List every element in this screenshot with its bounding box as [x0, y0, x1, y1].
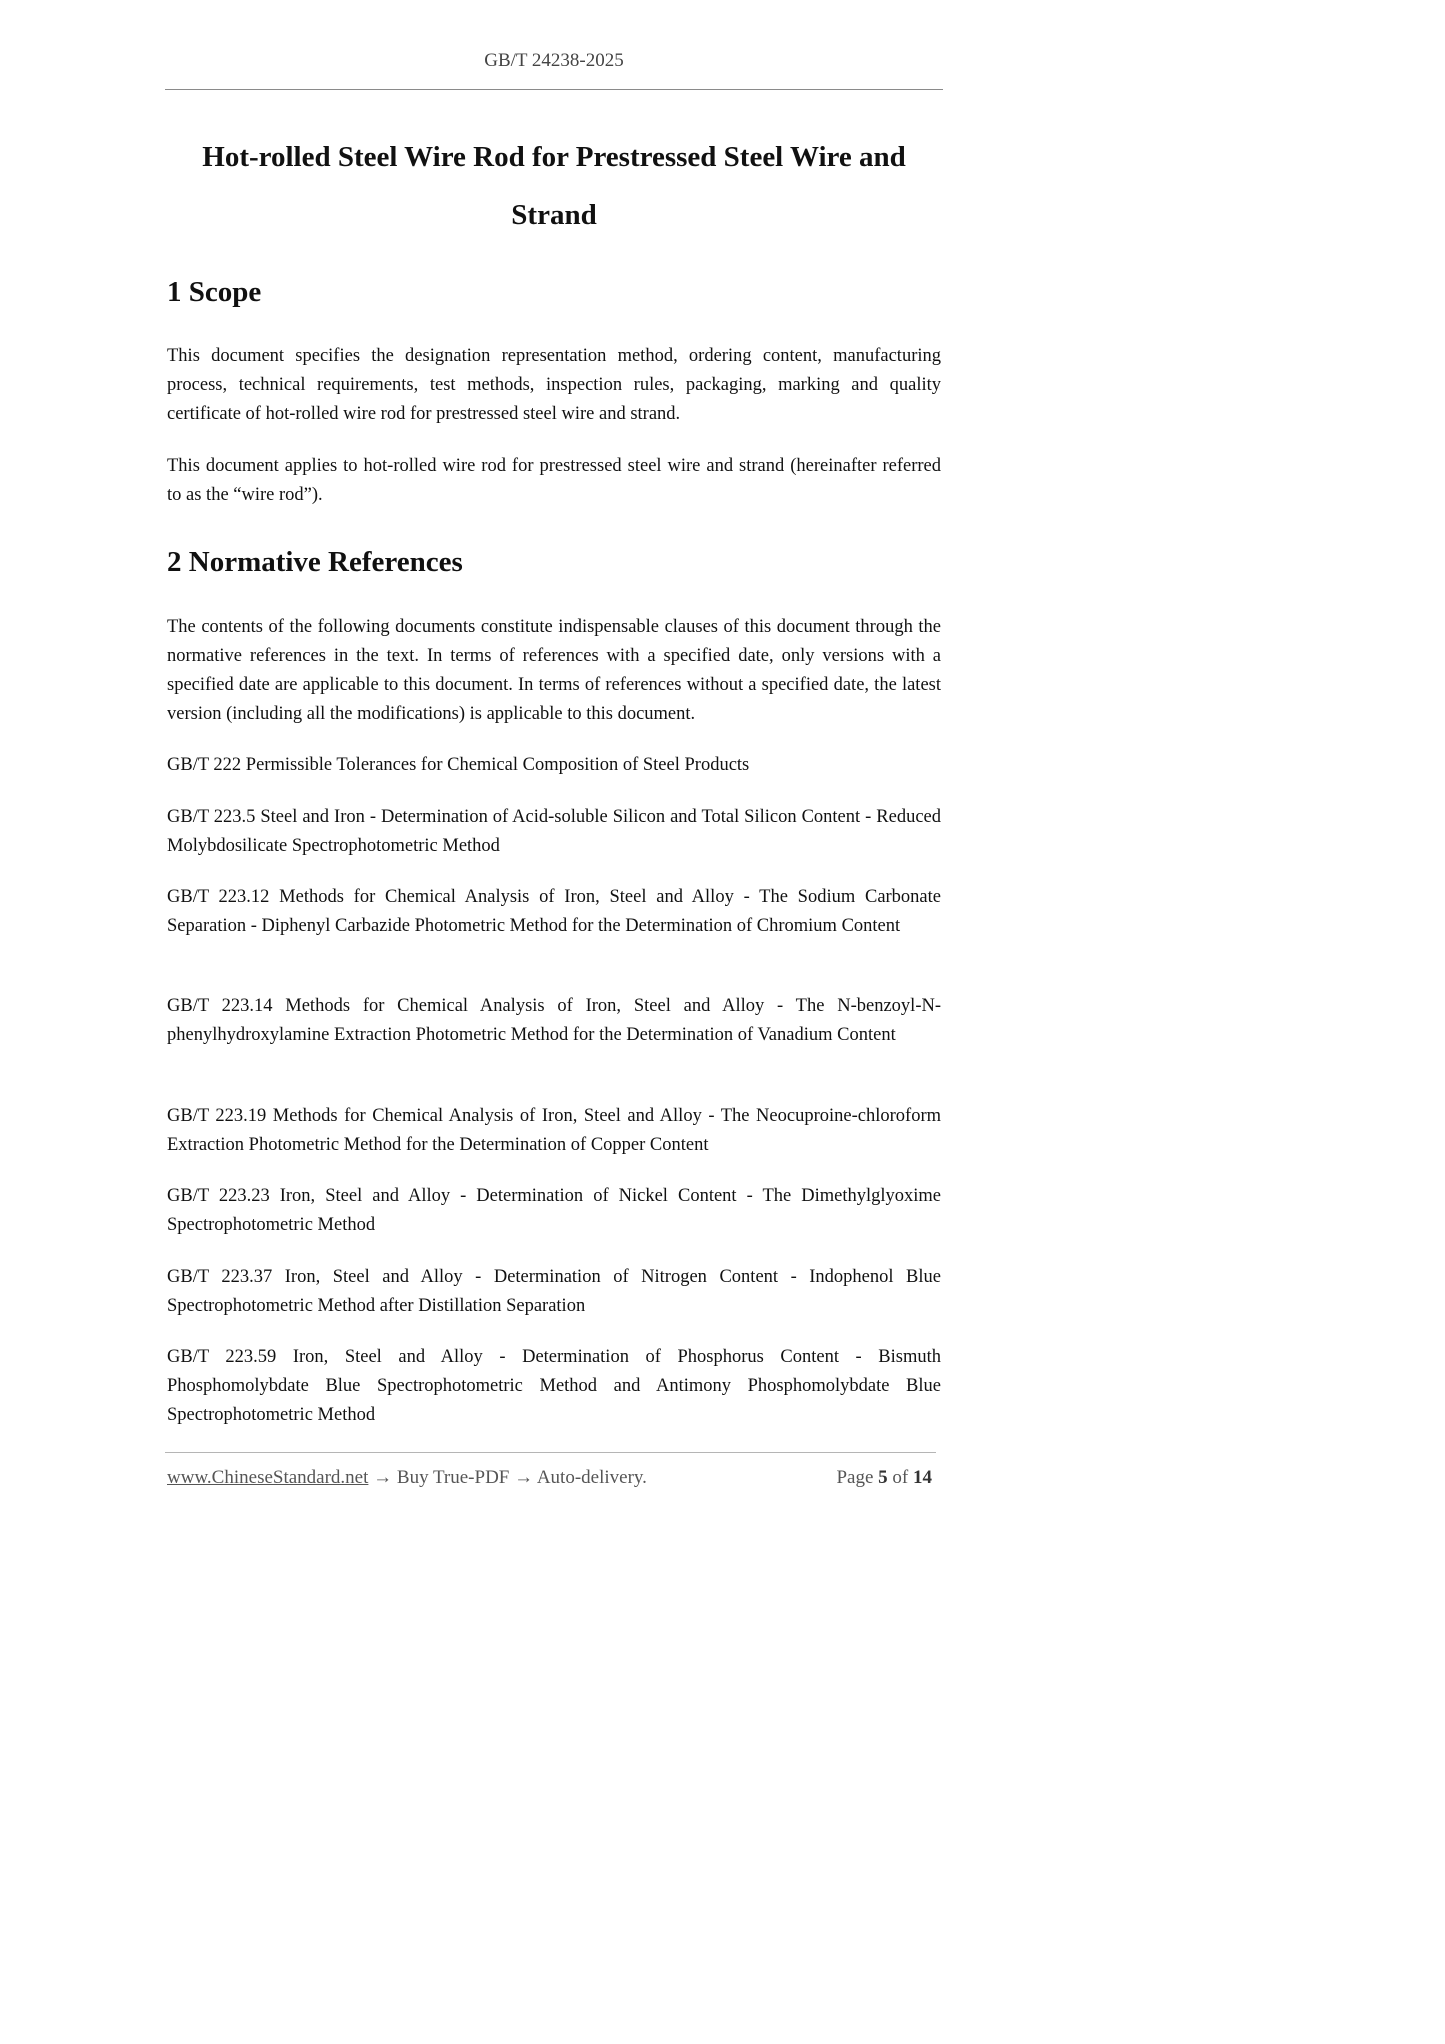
page-number	[836, 1467, 932, 1489]
scope-paragraph-2: This document applies to hot-rolled wire rod for prestressed steel wire and strand (hereinafter referred to as the “wire rod”).	[167, 456, 941, 505]
page-of-label: of	[892, 1467, 909, 1488]
reference-item: GB/T 223.12 Methods for Chemical Analysis of Iron, Steel and Alloy - The Sodium Carbonate Separation - Diphenyl Carbazide Photometric Method for the Determination of Chromium Content	[167, 887, 941, 936]
scope-paragraph-1: This document specifies the designation representation method, ordering content, manufacturing process, technical requirements, test methods, inspection rules, packaging, marking and quality certificate of hot-rolled wire rod for prestressed steel wire and strand.	[167, 346, 941, 424]
reference-item: GB/T 223.23 Iron, Steel and Alloy - Determination of Nickel Content - The Dimethylglyoxime Spectrophotometric Method	[167, 1186, 941, 1235]
page-total: 14	[913, 1467, 932, 1488]
normative-references-intro: The contents of the following documents constitute indispensable clauses of this document through the normative references in the text. In terms of references with a specified date, only versions with a specified date are applicable to this document. In terms of references without a specified date, the latest version (including all the modifications) is applicable to this document.	[167, 617, 941, 724]
document-code: GB/T 24238-2025	[484, 50, 624, 71]
reference-item: GB/T 223.19 Methods for Chemical Analysis of Iron, Steel and Alloy - The Neocuproine-chloroform Extraction Photometric Method for the Determination of Copper Content	[167, 1106, 941, 1155]
footer-promo-text: → Buy True-PDF → Auto-delivery.	[368, 1467, 647, 1488]
page-header	[165, 0, 943, 90]
reference-item: GB/T 223.14 Methods for Chemical Analysis of Iron, Steel and Alloy - The N-benzoyl-N-phenylhydroxylamine Extraction Photometric Method for the Determination of Vanadium Content	[167, 996, 941, 1045]
section-heading-normative-references: 2 Normative References	[167, 546, 463, 578]
chinesestandard-link[interactable]: www.ChineseStandard.net	[167, 1467, 369, 1488]
reference-item: GB/T 223.5 Steel and Iron - Determination of Acid-soluble Silicon and Total Silicon Content - Reduced Molybdosilicate Spectrophotometric Method	[167, 807, 941, 856]
reference-item: GB/T 223.37 Iron, Steel and Alloy - Determination of Nitrogen Content - Indophenol Blue Spectrophotometric Method after Distillation Separation	[167, 1267, 941, 1316]
page-footer	[165, 1452, 936, 1493]
reference-item: GB/T 223.59 Iron, Steel and Alloy - Determination of Phosphorus Content - Bismuth Phosphomolybdate Blue Spectrophotometric Method and Antimony Phosphomolybdate Blue Spectrophotometric Method	[167, 1347, 941, 1425]
document-title-line-2: Strand	[511, 199, 597, 231]
page-current: 5	[878, 1467, 888, 1488]
section-heading-scope: 1 Scope	[167, 276, 262, 308]
document-title	[165, 128, 943, 244]
footer-promo	[167, 1467, 647, 1489]
document-title-line-1: Hot-rolled Steel Wire Rod for Prestressed Steel Wire and	[202, 141, 906, 173]
page-label: Page	[836, 1467, 874, 1488]
reference-item: GB/T 222 Permissible Tolerances for Chemical Composition of Steel Products	[167, 755, 750, 775]
